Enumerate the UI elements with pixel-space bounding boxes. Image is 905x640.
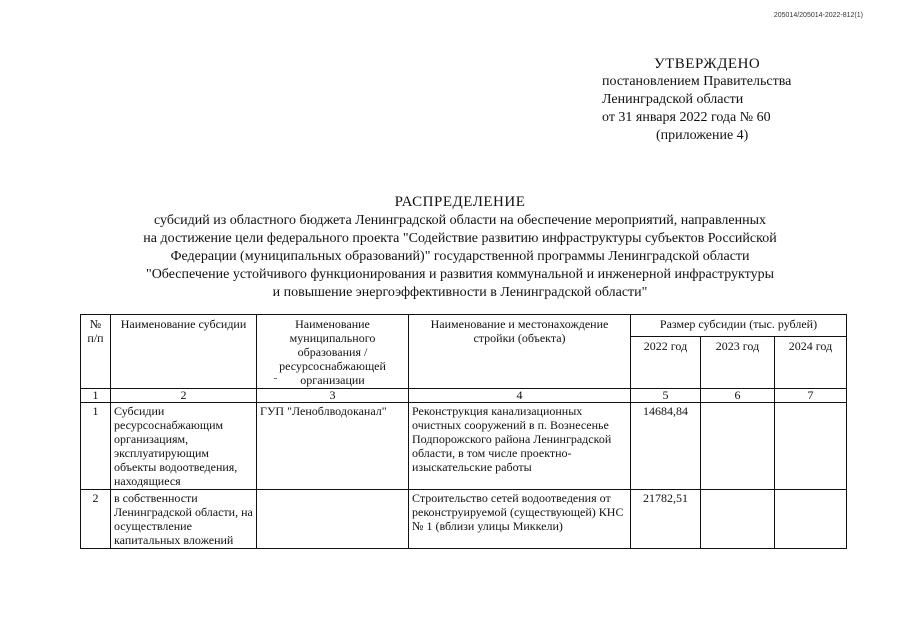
row-subsidy: Субсидии ресурсоснабжающим организациям, эксплуатирующим объекты водоотведения, находящиеся <box>111 403 257 490</box>
row-amount-2022: 14684,84 <box>631 403 701 490</box>
header-year-2023: 2023 год <box>701 337 775 389</box>
document-heading <box>60 193 860 302</box>
table-header-row <box>81 315 847 337</box>
heading-line: субсидий из областного бюджета Ленинградской области на обеспечение мероприятий, направленных <box>153 213 767 228</box>
approval-line-1: постановлением Правительства <box>602 74 792 89</box>
header-subsidy: Наименование субсидии <box>111 315 257 389</box>
row-amount-2023 <box>701 403 775 490</box>
header-object: Наименование и местонахождение стройки (объекта) <box>409 315 631 389</box>
row-amount-2023 <box>701 490 775 549</box>
header-year-2022: 2022 год <box>631 337 701 389</box>
heading-title: РАСПРЕДЕЛЕНИЕ <box>394 194 526 210</box>
heading-line: "Обеспечение устойчивого функционирования и развития коммунальной и инженерной инфраструктуры <box>145 267 774 282</box>
header-amount: Размер субсидии (тыс. рублей) <box>631 315 847 337</box>
column-number: 3 <box>257 389 409 403</box>
table-row <box>81 490 847 549</box>
row-amount-2024 <box>775 403 847 490</box>
row-num: 1 <box>81 403 111 490</box>
column-number-row <box>81 389 847 403</box>
row-object: Строительство сетей водоотведения от реконструируемой (существующей) КНС № 1 (вблизи улицы Миккели) <box>409 490 631 549</box>
document-id: 205014/205014-2022-812(1) <box>773 12 863 19</box>
row-municipality: ГУП "Леноблводоканал" <box>257 403 409 490</box>
column-number: 1 <box>81 389 111 403</box>
column-number: 4 <box>409 389 631 403</box>
table-row <box>81 403 847 490</box>
approval-line-3: от 31 января 2022 года № 60 <box>602 110 771 125</box>
subsidy-table <box>80 314 847 549</box>
row-amount-2022: 21782,51 <box>631 490 701 549</box>
row-amount-2024 <box>775 490 847 549</box>
row-object: Реконструкция канализационных очистных сооружений в п. Вознесенье Подпорожского района Ленинградской области, в том числе проектно-изыскательские работы <box>409 403 631 490</box>
column-number: 5 <box>631 389 701 403</box>
header-num: № п/п <box>81 315 111 389</box>
column-number: 6 <box>701 389 775 403</box>
approval-appendix: (приложение 4) <box>656 128 749 143</box>
scan-speck <box>274 378 277 379</box>
row-num: 2 <box>81 490 111 549</box>
column-number: 2 <box>111 389 257 403</box>
row-municipality <box>257 490 409 549</box>
approval-title: УТВЕРЖДЕНО <box>654 56 761 72</box>
approval-block <box>602 55 791 145</box>
heading-line: Федерации (муниципальных образований)" государственной программы Ленинградской области <box>170 249 750 264</box>
column-number: 7 <box>775 389 847 403</box>
header-year-2024: 2024 год <box>775 337 847 389</box>
header-municipality: Наименование муниципального образования /ресурсоснабжающей организации <box>257 315 409 389</box>
heading-line: на достижение цели федерального проекта "Содействие развитию инфраструктуры субъектов Российской <box>143 231 777 246</box>
approval-line-2: Ленинградской области <box>602 92 744 107</box>
row-subsidy: в собственности Ленинградской области, на осуществление капитальных вложений <box>111 490 257 549</box>
heading-line: и повышение энергоэффективности в Ленинградской области" <box>272 285 648 300</box>
